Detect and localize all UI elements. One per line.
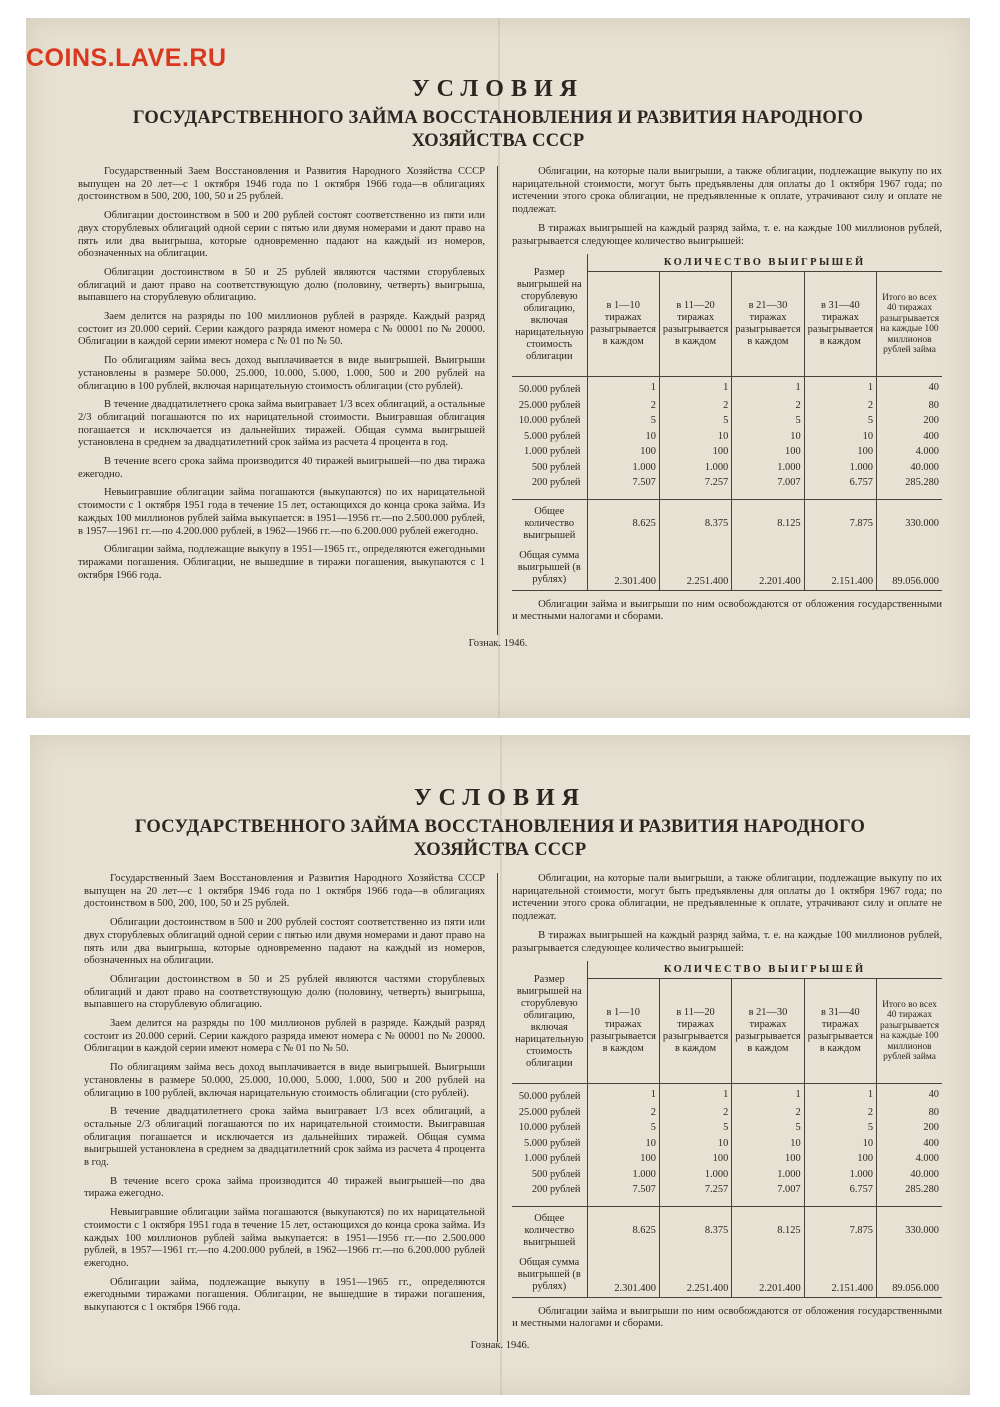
left-column xyxy=(78,166,498,635)
cell: 1 xyxy=(659,1084,731,1105)
paragraph: Государственный Заем Восстановления и Развития Народного Хозяйства СССР выпущен на 20 лет—с 1 октября 1946 года по 1 октября 1966 года—в облигациях достоинством в 500, 200, 100, 50 и 25 рублей. xyxy=(78,166,486,203)
cell: 2 xyxy=(659,398,731,414)
cell: 89.056.000 xyxy=(877,548,942,591)
cell: 2.151.400 xyxy=(804,548,876,591)
cell: 100 xyxy=(804,1151,876,1167)
table-row xyxy=(512,1120,942,1136)
document-sheet-bottom xyxy=(30,735,970,1395)
cell: 5 xyxy=(804,413,876,429)
cell: 2 xyxy=(587,398,659,414)
paragraph: В течение двадцатилетнего срока займа выигравает 1/3 всех облигаций, а остальные 2/3 облигаций погашаются по их нарицательной стоимости. Выигравшая облигация погашается и исключается из дальнейших тиражей. Общая сумма выигрышей установлена в среднем за двадцатилетний срок займа из расчета 4 процента в год. xyxy=(84,1106,486,1169)
table-row-total-sum xyxy=(512,548,942,591)
row-label: 5.000 рублей xyxy=(524,1137,581,1149)
cell: 5 xyxy=(587,413,659,429)
table-header-size: Размер выигрышей на сторублевую облигацию, включая нарицательную стоимость облигации xyxy=(512,254,587,377)
paragraph: Облигации достоинством в 500 и 200 рублей состоят соответственно из пяти или двух сторублевых облигаций одной серии с пятью или двумя номерами и дают право на пять или два выигрыша, которые одновременно падают на каждый из номеров, обозначенных на облигации. xyxy=(78,210,486,260)
table-row-total-sum xyxy=(512,1255,942,1298)
cell: 10 xyxy=(587,1136,659,1152)
cell: 1.000 xyxy=(659,1167,731,1183)
cell: 2.251.400 xyxy=(659,1255,731,1298)
paragraph: В течение всего срока займа производится 40 тиражей выигрышей—по два тиража ежегодно. xyxy=(78,456,486,480)
cell: 1.000 xyxy=(732,460,804,476)
paragraph: В течение двадцатилетнего срока займа выигравает 1/3 всех облигаций, а остальные 2/3 облигаций погашаются по их нарицательной стоимости. Выигравшая облигация погашается и исключается из дальнейших тиражей. Общая сумма выигрышей установлена в среднем за двадцатилетний срок займа из расчета 4 процента в год. xyxy=(78,399,486,449)
cell: 40.000 xyxy=(877,460,942,476)
row-label: Общее количество выигрышей xyxy=(512,499,587,548)
cell: 200 xyxy=(877,413,942,429)
cell: 8.625 xyxy=(587,499,659,548)
paragraph: Облигации, на которые пали выигрыши, а также облигации, подлежащие выкупу по их нарицательной стоимости, могут быть предъявлены для оплаты до 1 октября 1967 года; по истечении этого срока облигации, не предъявленные к оплате, утрачивают силу и оплате не подлежат. xyxy=(512,166,942,216)
row-label: 10.000 рублей xyxy=(518,415,581,427)
cell: 40 xyxy=(877,377,942,398)
cell: 2 xyxy=(732,398,804,414)
table-row xyxy=(512,475,942,499)
cell: 2 xyxy=(659,1105,731,1121)
table-col-header: в 11—20 тиражах разыгрывается в каждом xyxy=(659,272,731,377)
cell: 2.301.400 xyxy=(587,1255,659,1298)
cell: 100 xyxy=(732,1151,804,1167)
cell: 7.875 xyxy=(804,1206,876,1255)
cell: 5 xyxy=(732,1120,804,1136)
table-row xyxy=(512,1105,942,1121)
table-col-header: в 21—30 тиражах разыгрывается в каждом xyxy=(732,272,804,377)
cell: 7.007 xyxy=(732,1182,804,1206)
row-label: 50.000 рублей xyxy=(518,384,581,396)
cell: 5 xyxy=(659,413,731,429)
cell: 7.507 xyxy=(587,475,659,499)
text-columns xyxy=(78,166,942,635)
cell: 100 xyxy=(659,444,731,460)
cell: 330.000 xyxy=(877,499,942,548)
table-col-header: Итого во всех 40 тиражах разыгрывается на каждые 100 миллионов рублей займа xyxy=(877,979,942,1084)
table-col-header: в 11—20 тиражах разыгрывается в каждом xyxy=(659,979,731,1084)
table-col-header: в 21—30 тиражах разыгрывается в каждом xyxy=(732,979,804,1084)
doc-subtitle-line1: ГОСУДАРСТВЕННОГО ЗАЙМА ВОССТАНОВЛЕНИЯ И РАЗВИТИЯ НАРОДНОГО xyxy=(134,817,866,837)
table-col-header: в 1—10 тиражах разыгрывается в каждом xyxy=(587,272,659,377)
cell: 2.201.400 xyxy=(732,1255,804,1298)
table-row xyxy=(512,429,942,445)
document-sheet-top xyxy=(26,18,970,718)
row-label: 5.000 рублей xyxy=(524,430,581,442)
cell: 2.251.400 xyxy=(659,548,731,591)
cell: 400 xyxy=(877,429,942,445)
table-row xyxy=(512,413,942,429)
footnote: Облигации займа и выигрыши по ним освобождаются от обложения государственными и местными налогами и сборами. xyxy=(512,1305,942,1330)
row-label: 25.000 рублей xyxy=(518,399,581,411)
cell: 2 xyxy=(587,1105,659,1121)
cell: 10 xyxy=(659,429,731,445)
cell: 1 xyxy=(804,377,876,398)
prize-table xyxy=(512,254,942,591)
cell: 8.125 xyxy=(732,499,804,548)
footnote: Облигации займа и выигрыши по ним освобождаются от обложения государственными и местными налогами и сборами. xyxy=(512,598,942,623)
table-row xyxy=(512,1084,942,1105)
cell: 10 xyxy=(804,429,876,445)
paragraph: Облигации достоинством в 50 и 25 рублей являются частями сторублевых облигаций и дают право на соответствующую долю (половину, четверть) выигрыша, выпавшего на сторублевую облигацию. xyxy=(78,266,486,304)
cell: 1 xyxy=(732,1084,804,1105)
table-row xyxy=(512,444,942,460)
cell: 330.000 xyxy=(877,1206,942,1255)
cell: 10 xyxy=(732,429,804,445)
doc-subtitle-line2: ХОЗЯЙСТВА СССР xyxy=(413,840,587,860)
cell: 285.280 xyxy=(877,475,942,499)
row-label: 10.000 рублей xyxy=(518,1122,581,1134)
paragraph: Облигации достоинством в 50 и 25 рублей являются частями сторублевых облигаций и дают право на соответствующую долю (половину, четверть) выигрыша, выпавшего на сторублевую облигацию. xyxy=(84,973,486,1011)
prize-table xyxy=(512,961,942,1298)
cell: 4.000 xyxy=(877,444,942,460)
row-label: 200 рублей xyxy=(531,1184,581,1196)
table-row xyxy=(512,1136,942,1152)
right-column xyxy=(498,873,942,1342)
cell: 2 xyxy=(804,1105,876,1121)
cell: 4.000 xyxy=(877,1151,942,1167)
cell: 7.257 xyxy=(659,1182,731,1206)
table-header-quantity: КОЛИЧЕСТВО ВЫИГРЫШЕЙ xyxy=(587,961,942,979)
cell: 1 xyxy=(587,377,659,398)
cell: 2.301.400 xyxy=(587,548,659,591)
row-label: Общая сумма выигрышей (в рублях) xyxy=(512,548,587,591)
cell: 40.000 xyxy=(877,1167,942,1183)
sheet-header xyxy=(30,785,970,862)
cell: 80 xyxy=(877,398,942,414)
cell: 200 xyxy=(877,1120,942,1136)
table-col-header: в 31—40 тиражах разыгрывается в каждом xyxy=(804,979,876,1084)
table-col-header: в 31—40 тиражах разыгрывается в каждом xyxy=(804,272,876,377)
cell: 1 xyxy=(587,1084,659,1105)
cell: 1.000 xyxy=(659,460,731,476)
cell: 7.507 xyxy=(587,1182,659,1206)
table-row xyxy=(512,1167,942,1183)
cell: 1 xyxy=(659,377,731,398)
cell: 5 xyxy=(804,1120,876,1136)
cell: 285.280 xyxy=(877,1182,942,1206)
watermark: COINS.LAVE.RU xyxy=(26,44,227,72)
cell: 1.000 xyxy=(804,1167,876,1183)
cell: 6.757 xyxy=(804,1182,876,1206)
paragraph: По облигациям займа весь доход выплачивается в виде выигрышей. Выигрыши установлены в размере 50.000, 25.000, 10.000, 5.000, 1.000, 500 и 200 рублей на облигацию в 100 рублей, включая нарицательную стоимость облигации (сто рублей). xyxy=(78,355,486,392)
paragraph: В тиражах выигрышей на каждый разряд займа, т. е. на каждые 100 миллионов рублей, разыгрывается следующее количество выигрышей: xyxy=(512,222,942,247)
cell: 1.000 xyxy=(587,460,659,476)
doc-title: УСЛОВИЯ xyxy=(412,76,584,102)
table-row xyxy=(512,398,942,414)
cell: 8.125 xyxy=(732,1206,804,1255)
text-columns xyxy=(84,873,942,1342)
cell: 10 xyxy=(804,1136,876,1152)
cell: 10 xyxy=(732,1136,804,1152)
cell: 8.375 xyxy=(659,499,731,548)
paragraph: Невыигравшие облигации займа погашаются (выкупаются) по их нарицательной стоимости с 1 октября 1951 года в течение 15 лет, остающихся до конца срока займа. Из каждых 100 миллионов рублей займа выкупается: в 1951—1956 гг.—по 2.500.000 рублей, в 1957—1961 гг.—по 4.200.000 рублей, в 1962—1966 гг.—по 6.200.000 рублей ежегодно. xyxy=(84,1207,486,1269)
row-label: Общее количество выигрышей xyxy=(512,1206,587,1255)
cell: 7.257 xyxy=(659,475,731,499)
table-row-total-count xyxy=(512,499,942,548)
row-label: 50.000 рублей xyxy=(518,1091,581,1103)
cell: 8.375 xyxy=(659,1206,731,1255)
cell: 10 xyxy=(587,429,659,445)
cell: 5 xyxy=(659,1120,731,1136)
cell: 80 xyxy=(877,1105,942,1121)
row-label: 1.000 рублей xyxy=(524,1153,581,1165)
cell: 89.056.000 xyxy=(877,1255,942,1298)
cell: 100 xyxy=(659,1151,731,1167)
cell: 10 xyxy=(659,1136,731,1152)
right-column xyxy=(498,166,942,635)
table-row xyxy=(512,460,942,476)
row-label: 25.000 рублей xyxy=(518,1106,581,1118)
paragraph: Заем делится на разряды по 100 миллионов рублей в разряде. Каждый разряд состоит из 20.000 серий. Серии каждого разряда имеют номера с № 00001 по № 20000. Облигации в каждой серии имеют номера с № 01 по № 50. xyxy=(84,1018,486,1055)
table-col-header: в 1—10 тиражах разыгрывается в каждом xyxy=(587,979,659,1084)
cell: 100 xyxy=(804,444,876,460)
table-col-header: Итого во всех 40 тиражах разыгрывается на каждые 100 миллионов рублей займа xyxy=(877,272,942,377)
cell: 5 xyxy=(587,1120,659,1136)
printer-imprint: Гознак. 1946. xyxy=(468,638,528,649)
cell: 7.007 xyxy=(732,475,804,499)
paragraph: В тиражах выигрышей на каждый разряд займа, т. е. на каждые 100 миллионов рублей, разыгрывается следующее количество выигрышей: xyxy=(512,929,942,954)
cell: 6.757 xyxy=(804,475,876,499)
cell: 40 xyxy=(877,1084,942,1105)
paragraph: В течение всего срока займа производится 40 тиражей выигрышей—по два тиража ежегодно. xyxy=(84,1175,486,1200)
paragraph: Заем делится на разряды по 100 миллионов рублей в разряде. Каждый разряд состоит из 20.000 серий. Серии каждого разряда имеют номера с № 00001 по № 20000. Облигации в каждой серии имеют номера с № 01 по № 50. xyxy=(78,311,486,348)
printer-imprint: Гознак. 1946. xyxy=(470,1340,530,1351)
cell: 100 xyxy=(732,444,804,460)
cell: 5 xyxy=(732,413,804,429)
table-header-quantity: КОЛИЧЕСТВО ВЫИГРЫШЕЙ xyxy=(587,254,942,272)
paragraph: Облигации займа, подлежащие выкупу в 1951—1965 гг., определяются ежегодными тиражами погашения. Облигации, не вышедшие в тиражи погашения, выкупаются с 1 октября 1966 года. xyxy=(78,544,486,581)
paragraph: Невыигравшие облигации займа погашаются (выкупаются) по их нарицательной стоимости с 1 октября 1951 года в течение 15 лет, остающихся до конца срока займа. Из каждых 100 миллионов рублей займа выкупается: в 1951—1956 гг.—по 2.500.000 рублей, в 1957—1961 гг.—по 4.200.000 рублей, в 1962—1966 гг.—по 6.200.000 рублей ежегодно. xyxy=(78,487,486,537)
cell: 2 xyxy=(804,398,876,414)
cell: 2.201.400 xyxy=(732,548,804,591)
cell: 100 xyxy=(587,444,659,460)
row-label: 500 рублей xyxy=(531,1168,581,1180)
cell: 1.000 xyxy=(587,1167,659,1183)
paragraph: По облигациям займа весь доход выплачивается в виде выигрышей. Выигрыши установлены в размере 50.000, 25.000, 10.000, 5.000, 1.000, 500 и 200 рублей на облигацию в 100 рублей, включая нарицательную стоимость облигации (сто рублей). xyxy=(84,1062,486,1099)
paragraph: Государственный Заем Восстановления и Развития Народного Хозяйства СССР выпущен на 20 лет—с 1 октября 1946 года по 1 октября 1966 года—в облигациях достоинством в 500, 200, 100, 50 и 25 рублей. xyxy=(84,873,486,910)
cell: 2 xyxy=(732,1105,804,1121)
cell: 2.151.400 xyxy=(804,1255,876,1298)
cell: 400 xyxy=(877,1136,942,1152)
cell: 1.000 xyxy=(732,1167,804,1183)
doc-subtitle-line1: ГОСУДАРСТВЕННОГО ЗАЙМА ВОССТАНОВЛЕНИЯ И РАЗВИТИЯ НАРОДНОГО xyxy=(132,108,864,128)
left-column xyxy=(84,873,498,1342)
table-header-size: Размер выигрышей на сторублевую облигацию, включая нарицательную стоимость облигации xyxy=(512,961,587,1084)
doc-subtitle-line2: ХОЗЯЙСТВА СССР xyxy=(411,131,585,151)
row-label: Общая сумма выигрышей (в рублях) xyxy=(512,1255,587,1298)
table-row xyxy=(512,1151,942,1167)
cell: 1 xyxy=(732,377,804,398)
paragraph: Облигации достоинством в 500 и 200 рублей состоят соответственно из пяти или двух сторублевых облигаций одной серии с пятью или двумя номерами и дают право на пять или два выигрыша, которые одновременно падают на каждый из номеров, обозначенных на облигации. xyxy=(84,917,486,967)
paragraph: Облигации, на которые пали выигрыши, а также облигации, подлежащие выкупу по их нарицательной стоимости, могут быть предъявлены для оплаты до 1 октября 1967 года; по истечении этого срока облигации, не предъявленные к оплате, утрачивают силу и оплате не подлежат. xyxy=(512,873,942,923)
table-row-total-count xyxy=(512,1206,942,1255)
cell: 100 xyxy=(587,1151,659,1167)
doc-title: УСЛОВИЯ xyxy=(414,785,586,811)
cell: 1.000 xyxy=(804,460,876,476)
paragraph: Облигации займа, подлежащие выкупу в 1951—1965 гг., определяются ежегодными тиражами погашения. Облигации, не вышедшие в тиражи погашения, выкупаются с 1 октября 1966 года. xyxy=(84,1276,486,1314)
table-row xyxy=(512,1182,942,1206)
cell: 8.625 xyxy=(587,1206,659,1255)
sheet-header xyxy=(26,76,970,153)
cell: 7.875 xyxy=(804,499,876,548)
row-label: 200 рублей xyxy=(531,477,581,489)
cell: 1 xyxy=(804,1084,876,1105)
table-row xyxy=(512,377,942,398)
row-label: 1.000 рублей xyxy=(524,446,581,458)
row-label: 500 рублей xyxy=(531,461,581,473)
